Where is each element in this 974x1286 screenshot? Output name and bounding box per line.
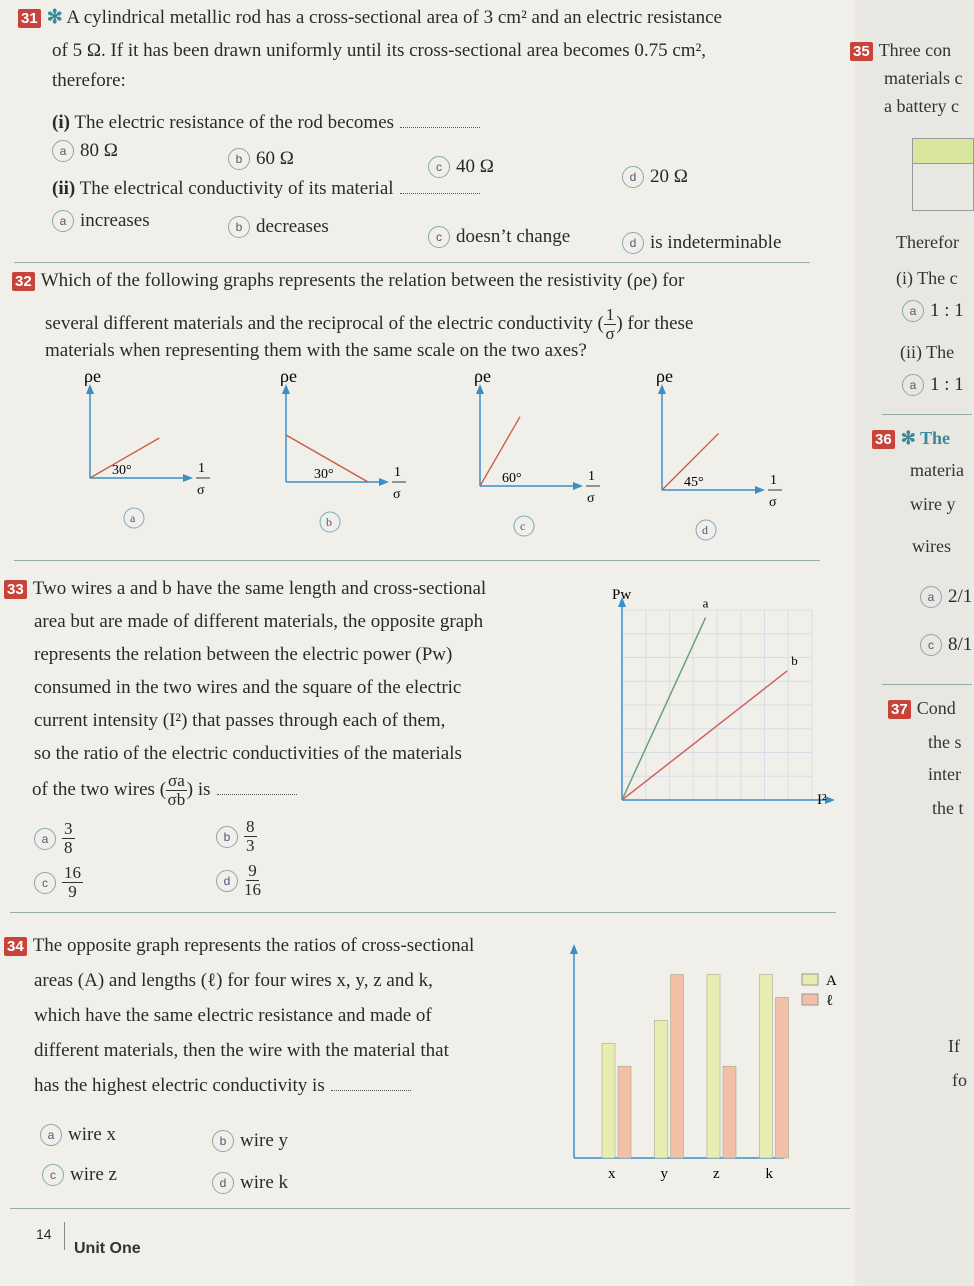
- q33-text: consumed in the two wires and the square of the electric: [34, 677, 462, 698]
- q34-text: different materials, then the wire with the material that: [34, 1040, 449, 1061]
- option-text: 80 Ω: [80, 140, 118, 161]
- frac-num: 9: [248, 861, 257, 880]
- q34-line: [4, 935, 474, 957]
- q31-text-1: A cylindrical metallic rod has a cross-sectional area of 3 cm² and an electric resistance: [66, 7, 722, 28]
- unit-label: Unit One: [74, 1240, 141, 1257]
- option-text: doesn’t change: [456, 226, 571, 247]
- x-label-den: σ: [393, 487, 401, 502]
- q36-number: 36: [872, 430, 895, 449]
- q32-number: 32: [12, 272, 35, 291]
- q34-option-c[interactable]: [42, 1164, 117, 1186]
- option-fraction: [244, 862, 261, 899]
- option-text: 40 Ω: [456, 156, 494, 177]
- q34-bar-chart: [560, 940, 850, 1190]
- frac-num: 16: [64, 863, 81, 882]
- x-arrow: [379, 478, 389, 486]
- circuit-sketch: [912, 160, 974, 211]
- q36-option-c[interactable]: [920, 634, 972, 656]
- q35-line: materials c: [884, 68, 963, 88]
- right-option-a[interactable]: [902, 300, 964, 322]
- q31-part1-label: (i): [52, 112, 70, 133]
- reciprocal-fraction: [604, 306, 617, 343]
- divider: [882, 684, 972, 685]
- y-arrow: [570, 944, 578, 954]
- bar-x-ℓ: [618, 1066, 631, 1158]
- q34-line: [34, 1040, 449, 1062]
- q35-line: a battery c: [884, 96, 959, 116]
- q36-line: wire y: [910, 494, 956, 514]
- x-label-num: 1: [394, 465, 401, 480]
- q31-number: 31: [18, 9, 41, 28]
- legend-swatch-0: [802, 974, 818, 985]
- q33-text: so the ratio of the electric conductivities of the materials: [34, 743, 462, 764]
- angle-label: 45°: [684, 475, 704, 490]
- ratio-num: σa: [168, 771, 185, 790]
- q32-line3: materials when representing them with the same scale on the two axes?: [45, 340, 587, 361]
- q37-line: the t: [932, 798, 964, 818]
- page-number: 14: [36, 1226, 52, 1242]
- legend-label-1: ℓ: [826, 993, 834, 1009]
- x-label-den: σ: [769, 495, 777, 510]
- bar-k-ℓ: [776, 997, 789, 1158]
- bar-x-A: [602, 1043, 615, 1158]
- x-arrow: [825, 796, 835, 804]
- q37-line: Cond: [916, 698, 956, 718]
- option-fraction: [244, 818, 257, 855]
- q34-text: The opposite graph represents the ratios of cross-sectional: [32, 935, 475, 956]
- star-icon: ✻: [46, 7, 63, 28]
- q31-part2-label: (ii): [52, 178, 76, 199]
- option-letter: d: [622, 232, 644, 254]
- option-text: decreases: [256, 216, 329, 237]
- q34-text: has the highest electric conductivity is: [34, 1075, 325, 1096]
- more-text: fo: [952, 1070, 967, 1090]
- option-letter: c: [34, 872, 56, 894]
- graph-c: [474, 366, 600, 536]
- q32-line1: [12, 270, 684, 292]
- option-letter: c: [428, 226, 450, 248]
- option-letter: d: [702, 523, 708, 537]
- option-text: 1 : 1: [930, 374, 964, 395]
- q33-line: [34, 710, 445, 732]
- option-text: 20 Ω: [650, 166, 688, 187]
- more-text: If: [948, 1036, 960, 1056]
- category-label-y: y: [660, 1166, 668, 1182]
- frac-den: 16: [244, 880, 261, 899]
- q31-part1-text: The electric resistance of the rod becomes: [74, 112, 395, 133]
- frac-num: 3: [64, 819, 73, 838]
- frac-den: 8: [64, 838, 73, 857]
- option-text: wire z: [70, 1164, 117, 1185]
- option-text: wire x: [68, 1124, 117, 1145]
- option-fraction: [62, 820, 75, 857]
- q32-text-1: Which of the following graphs represents the relation between the resistivity (ρe) for: [40, 270, 685, 291]
- q36-option-a[interactable]: [920, 586, 972, 608]
- x-arrow: [573, 482, 583, 490]
- divider: [10, 912, 836, 913]
- frac-num: 8: [246, 817, 255, 836]
- x-label-num: 1: [770, 473, 777, 488]
- part-ii-text: (ii) The: [900, 342, 955, 362]
- q33-text: Two wires a and b have the same length and cross-sectional: [32, 578, 487, 599]
- x-arrow: [755, 486, 765, 494]
- option-letter: b: [212, 1130, 234, 1152]
- ratio-den: σb: [167, 790, 186, 809]
- y-axis-label: ρe: [280, 366, 297, 386]
- q34-number: 34: [4, 937, 27, 956]
- q33-text: area but are made of different materials, the opposite graph: [34, 611, 484, 632]
- divider: [14, 560, 820, 561]
- q35-number: 35: [850, 42, 873, 61]
- q31-line2: of 5 Ω. If it has been drawn uniformly until its cross-sectional area becomes 0.75 cm²,: [52, 40, 707, 61]
- q33-text: current intensity (I²) that passes through each of them,: [34, 710, 446, 731]
- x-label-den: σ: [197, 483, 205, 498]
- q31-i-option-d[interactable]: [622, 166, 688, 188]
- q31-i-option-c[interactable]: [428, 156, 494, 178]
- q33-line: [34, 677, 461, 699]
- q34-option-b[interactable]: [212, 1130, 288, 1152]
- q34-line: [34, 1075, 411, 1097]
- option-letter: d: [212, 1172, 234, 1194]
- q36-line: wires: [912, 536, 951, 556]
- option-letter: c: [920, 634, 942, 656]
- q33-last-line: [32, 772, 297, 809]
- q31-part2: [52, 178, 480, 200]
- angle-label: 30°: [314, 467, 334, 482]
- bar-y-A: [655, 1020, 668, 1158]
- option-letter: a: [52, 210, 74, 232]
- option-letter: a: [34, 828, 56, 850]
- q31-i-option-b[interactable]: [228, 148, 294, 170]
- q32-line2: [45, 306, 693, 343]
- q37-line: inter: [928, 764, 961, 784]
- x-label-den: σ: [587, 491, 595, 506]
- q34-line: [34, 970, 433, 992]
- line-a-label: a: [702, 595, 709, 611]
- q33-line: [34, 644, 452, 666]
- q33-option-a[interactable]: [34, 820, 75, 857]
- divider: [882, 414, 972, 415]
- option-text: 1 : 1: [930, 300, 964, 321]
- x-axis-label: I²: [817, 792, 827, 808]
- q33-last-pre: of the two wires (: [32, 778, 167, 800]
- graph-a: [84, 366, 210, 528]
- q33-option-d[interactable]: [216, 862, 261, 899]
- option-text: 60 Ω: [256, 148, 294, 169]
- q37-number: 37: [888, 700, 911, 719]
- q34-text: which have the same electric resistance and made of: [34, 1005, 432, 1026]
- option-letter: d: [216, 870, 238, 892]
- x-arrow: [183, 474, 193, 482]
- option-letter: c: [428, 156, 450, 178]
- option-letter: a: [52, 140, 74, 162]
- y-axis-label: ρe: [656, 366, 673, 386]
- q33-option-b[interactable]: [216, 818, 257, 855]
- right-option-a2[interactable]: [902, 374, 964, 396]
- q35-line: Three con: [878, 40, 952, 60]
- x-label-num: 1: [588, 469, 595, 484]
- q31-part2-text: The electrical conductivity of its material: [79, 178, 394, 199]
- option-letter: a: [130, 511, 136, 525]
- option-fraction: [62, 864, 83, 901]
- q36-header: [872, 428, 950, 449]
- q36-line: materia: [910, 460, 964, 480]
- line-b-label: b: [791, 652, 798, 668]
- q34-option-a[interactable]: [40, 1124, 116, 1146]
- q35-header: [850, 40, 951, 61]
- y-axis-label: Pw: [612, 587, 632, 603]
- divider: [14, 262, 810, 263]
- graph-b: [280, 366, 406, 532]
- option-letter: c: [42, 1164, 64, 1186]
- angle-label: 30°: [112, 463, 132, 478]
- frac-den: 9: [68, 882, 77, 901]
- frac-num: 1: [605, 305, 615, 324]
- q32-text-2a: several different materials and the reciprocal of the electric conductivity (: [45, 312, 604, 334]
- option-letter: a: [40, 1124, 62, 1146]
- option-letter: b: [228, 148, 250, 170]
- option-letter: a: [902, 374, 924, 396]
- q37-line: the s: [928, 732, 962, 752]
- q31-ii-option-c[interactable]: [428, 226, 570, 248]
- therefore-text: Therefor: [896, 232, 959, 252]
- category-label-k: k: [765, 1166, 773, 1182]
- q33-power-graph: [600, 585, 830, 825]
- q33-line: [34, 611, 483, 633]
- y-axis-label: ρe: [84, 366, 101, 386]
- option-text: wire k: [240, 1172, 289, 1193]
- option-text: 2/1: [948, 586, 973, 607]
- q31-ii-option-a[interactable]: [52, 210, 150, 232]
- q31-line3: therefore:: [52, 70, 126, 91]
- legend-label-0: A: [826, 973, 837, 989]
- line-b: [622, 671, 787, 800]
- q37-header: [888, 698, 956, 719]
- frac-den: σ: [605, 324, 615, 343]
- q31-line1: [18, 6, 722, 29]
- bar-y-ℓ: [671, 974, 684, 1158]
- q32-graphs: [0, 360, 820, 550]
- q31-part1: [52, 112, 480, 134]
- graph-d: [656, 366, 782, 540]
- q32-text-2b: ) for these: [616, 312, 694, 334]
- q33-last-post: ) is: [186, 778, 211, 800]
- option-letter: a: [902, 300, 924, 322]
- y-axis-label: ρe: [474, 366, 491, 386]
- frac-den: 3: [246, 836, 255, 855]
- footer-divider: [64, 1222, 65, 1250]
- option-letter: d: [622, 166, 644, 188]
- option-text: increases: [80, 210, 150, 231]
- q33-line: [4, 578, 486, 600]
- part-i-text: (i) The c: [896, 268, 958, 288]
- adjacent-page-column: [853, 0, 973, 1286]
- q33-number: 33: [4, 580, 27, 599]
- q33-text: represents the relation between the electric power (Pw): [34, 644, 453, 665]
- option-letter: b: [326, 515, 332, 529]
- q36-line: ✻ The: [900, 428, 950, 448]
- bar-k-A: [760, 974, 773, 1158]
- option-letter: a: [920, 586, 942, 608]
- conductivity-ratio: [166, 772, 187, 809]
- angle-label: 60°: [502, 471, 522, 486]
- legend-swatch-1: [802, 994, 818, 1005]
- option-letter: c: [520, 519, 526, 533]
- option-text: 8/1: [948, 634, 973, 655]
- option-text: is indeterminable: [650, 232, 782, 253]
- q34-line: [34, 1005, 432, 1027]
- q34-option-d[interactable]: [212, 1172, 288, 1194]
- divider: [10, 1208, 850, 1209]
- bar-z-ℓ: [723, 1066, 736, 1158]
- q33-line: [34, 743, 462, 765]
- q31-i-option-a[interactable]: [52, 140, 118, 162]
- q31-ii-option-d[interactable]: [622, 232, 781, 254]
- x-label-num: 1: [198, 461, 205, 476]
- category-label-x: x: [608, 1166, 616, 1182]
- option-letter: b: [216, 826, 238, 848]
- q33-option-c[interactable]: [34, 864, 83, 901]
- category-label-z: z: [713, 1166, 720, 1182]
- option-text: wire y: [240, 1130, 289, 1151]
- q31-ii-option-b[interactable]: [228, 216, 329, 238]
- q34-text: areas (A) and lengths (ℓ) for four wires x, y, z and k,: [34, 970, 433, 991]
- bar-z-A: [707, 974, 720, 1158]
- option-letter: b: [228, 216, 250, 238]
